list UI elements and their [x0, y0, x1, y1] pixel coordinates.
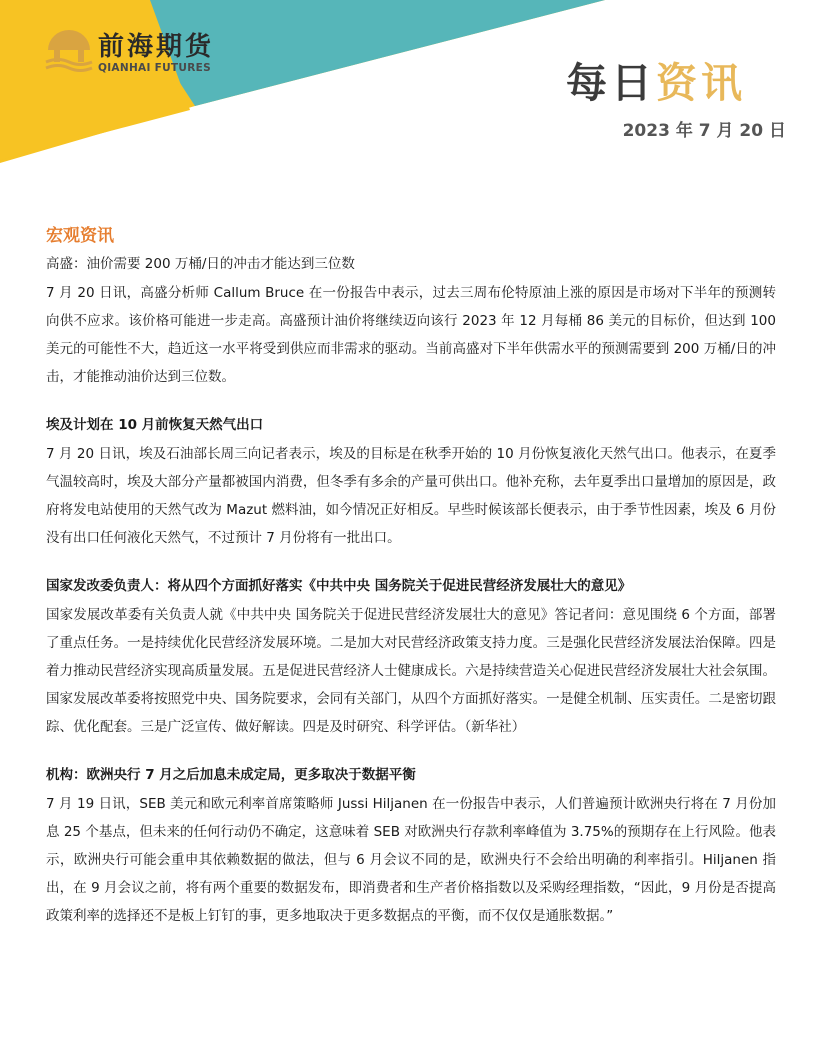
logo-chinese-name: 前海期货	[98, 32, 215, 62]
article	[46, 574, 776, 741]
article-body: 国家发展改革委有关负责人就《中共中央 国务院关于促进民营经济发展壮大的意见》答记者问：意见围绕 6 个方面，部署了重点任务。一是持续优化民营经济发展环境。二是加大对民营经济政策支持力度。三是强化民营经济发展法治保障。四是着力推动民营经济实现高质量发展。五是促进民营经济人士健康成长。六是持续营造关心促进民营经济发展壮大社会氛围。国家发展改革委将按照党中央、国务院要求，会同有关部门，从四个方面抓好落实。一是健全机制、压实责任。二是密切跟踪、优化配套。三是广泛宣传、做好解读。四是及时研究、科学评估。（新华社）	[46, 607, 776, 735]
article-title: 国家发改委负责人：将从四个方面抓好落实《中共中央 国务院关于促进民营经济发展壮大的意见》	[46, 578, 632, 594]
article-body: 7 月 20 日讯，高盛分析师 Callum Bruce 在一份报告中表示，过去三周布伦特原油上涨的原因是市场对下半年的预测转向供不应求。该价格可能进一步走高。高盛预计油价将继续迈向该行 2023 年 12 月每桶 86 美元的目标价，但达到 100 美元的可能性不大，趋近这一水平将受到供应而非需求的驱动。当前高盛对下半年供需水平的预测需要到 200 万桶/日的冲击，才能推动油价达到三位数。	[46, 285, 776, 385]
page-title	[566, 50, 746, 109]
article-body: 7 月 19 日讯，SEB 美元和欧元利率首席策略师 Jussi Hiljanen 在一份报告中表示，人们普遍预计欧洲央行将在 7 月份加息 25 个基点，但未来的任何行动仍不确定，这意味着 SEB 对欧洲央行存款利率峰值为 3.75%的预期存在上行风险。他表示，欧洲央行可能会重申其依赖数据的做法，但与 6 月会议不同的是，欧洲央行不会给出明确的利率指引。Hiljanen 指出，在 9 月会议之前，将有两个重要的数据发布，即消费者和生产者价格指数以及采购经理指数，“因此，9 月份是否提高政策利率的选择还不是板上钉钉的事，更多地取决于更多数据点的平衡，而不仅仅是通胀数据。”	[46, 796, 776, 924]
article	[46, 763, 776, 930]
logo-english-name: QIANHAI FUTURES	[98, 62, 211, 74]
article	[46, 413, 776, 552]
article-title: 埃及计划在 10 月前恢复天然气出口	[46, 417, 264, 433]
title-part-2: 资讯	[656, 59, 746, 107]
section-heading: 宏观资讯	[46, 226, 114, 246]
report-date: 2023 年 7 月 20 日	[622, 121, 786, 141]
article-title: 高盛：油价需要 200 万桶/日的冲击才能达到三位数	[46, 256, 355, 272]
title-part-1: 每日	[566, 59, 656, 107]
article-list	[46, 252, 776, 952]
article-title: 机构：欧洲央行 7 月之后加息未成定局，更多取决于数据平衡	[46, 767, 416, 783]
company-logo-icon	[44, 28, 94, 74]
article	[46, 252, 776, 391]
article-body: 7 月 20 日讯，埃及石油部长周三向记者表示，埃及的目标是在秋季开始的 10 月份恢复液化天然气出口。他表示，在夏季气温较高时，埃及大部分产量都被国内消费，但冬季有多余的产量可供出口。他补充称，去年夏季出口量增加的原因是，政府将发电站使用的天然气改为 Mazut 燃料油，如今情况正好相反。早些时候该部长便表示，由于季节性因素，埃及 6 月份没有出口任何液化天然气，不过预计 7 月份将有一批出口。	[46, 446, 776, 546]
